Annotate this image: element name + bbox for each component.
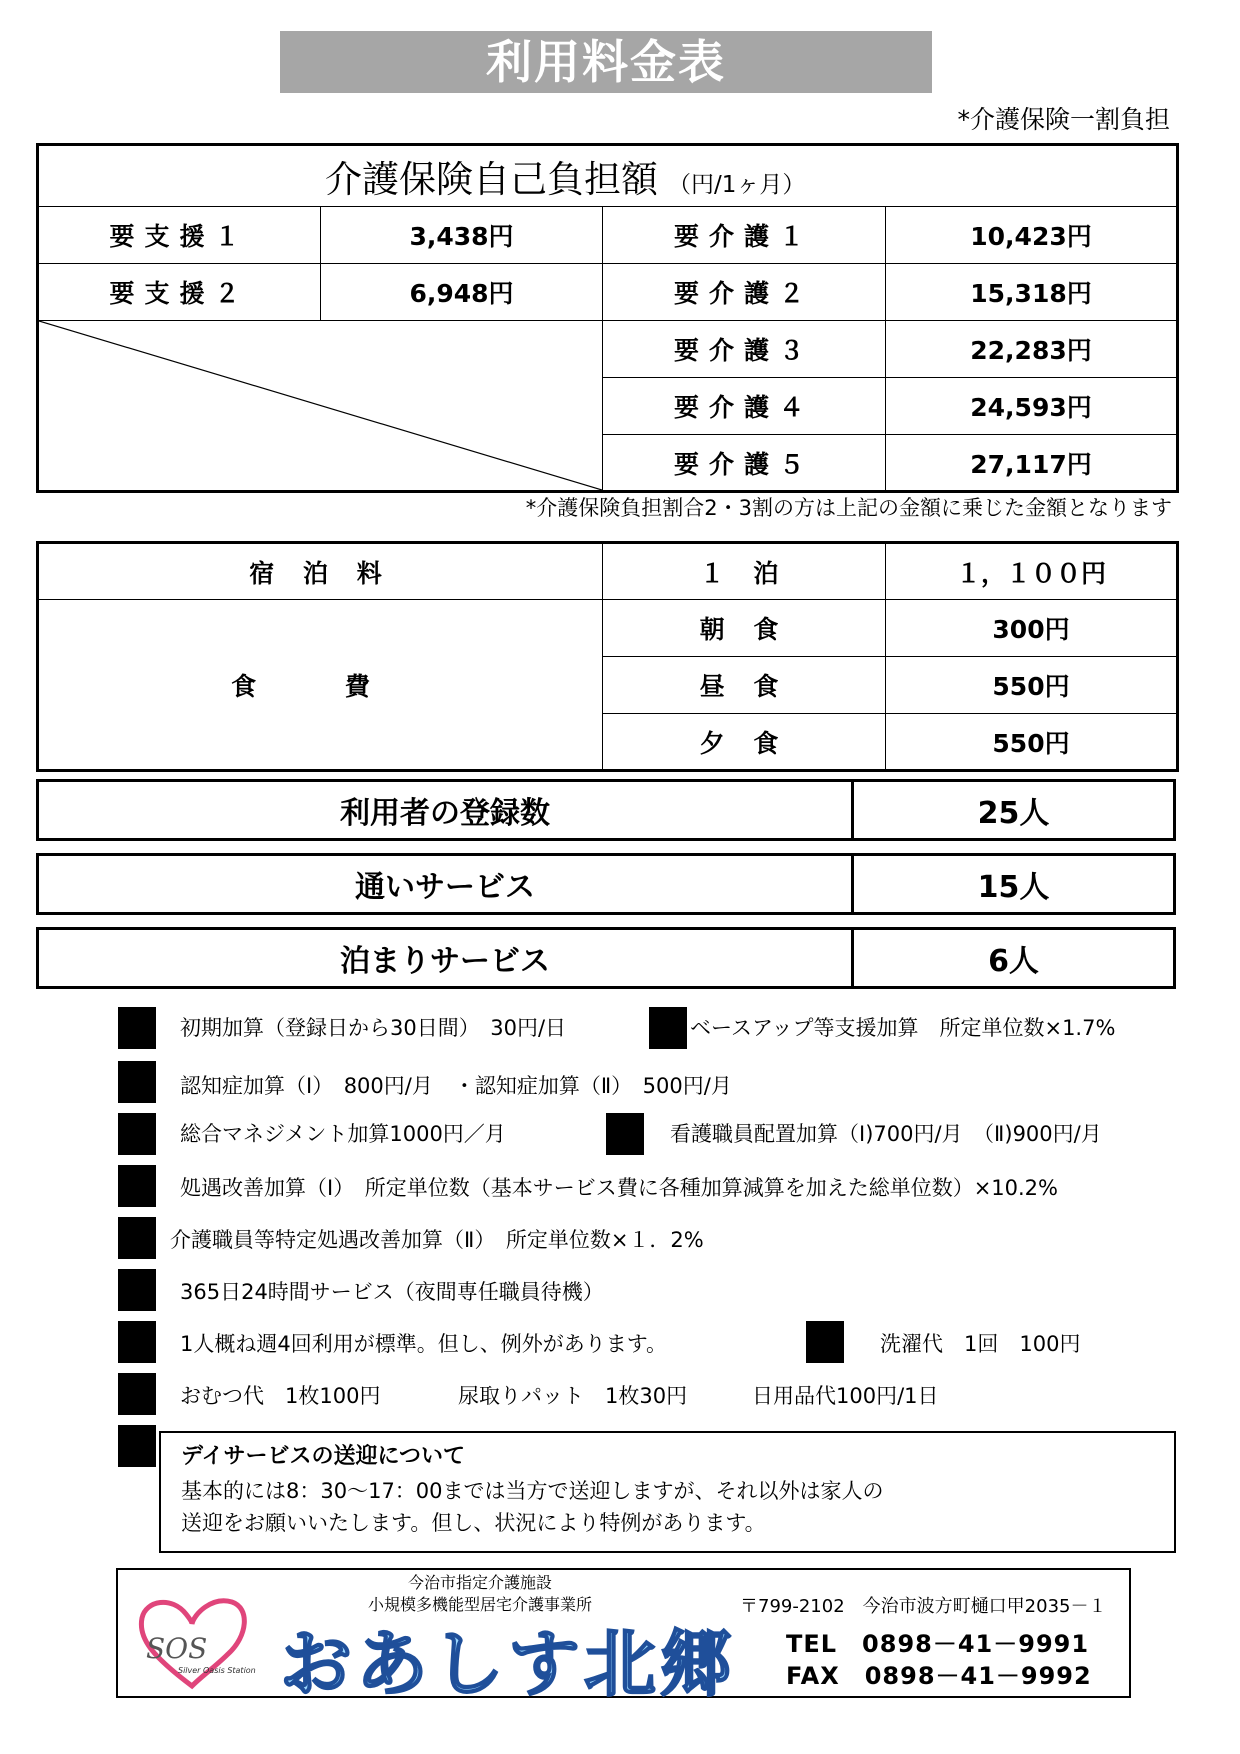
nurse-addition-text: 看護職員配置加算（Ⅰ)700円/月 （Ⅱ)900円/月 — [670, 1122, 1102, 1146]
day-service-value: 15人 — [977, 870, 1050, 905]
transport-line-2: 送迎をお願いいたします。但し、状況により特例があります。 — [181, 1511, 766, 1535]
transport-line-1: 基本的には8：30～17：00までは当方で送迎しますが、それ以外は家人の — [181, 1479, 884, 1503]
dinner-price: 550円 — [886, 714, 1178, 771]
logo-text: SOS — [146, 1632, 208, 1665]
weekly-usage-text: 1人概ね週4回利用が標準。但し、例外があります。 — [180, 1332, 668, 1356]
diaper-fee-text: おむつ代 1枚100円 — [180, 1384, 381, 1408]
care-level-3-label: 要介護３ — [603, 321, 886, 378]
care-level-2-value: 15,318円 — [886, 264, 1178, 321]
bullet-square — [118, 1321, 156, 1363]
facility-address: 〒799-2102 今治市波方町樋口甲2035－１ — [740, 1596, 1107, 1617]
facility-business-type: 小規模多機能型居宅介護事業所 — [368, 1595, 593, 1614]
care-level-5-label: 要介護５ — [603, 435, 886, 492]
pad-fee-text: 尿取りパット 1枚30円 — [458, 1384, 688, 1408]
facility-designation: 今治市指定介護施設 — [408, 1573, 553, 1592]
care-table-unit: （円/1ヶ月） — [668, 172, 806, 198]
overnight-service-label: 泊まりサービス — [39, 930, 854, 986]
diagonal-empty-cell — [38, 321, 603, 492]
lodging-price: １，１００円 — [886, 543, 1178, 600]
care-level-1-label: 要介護１ — [603, 207, 886, 264]
management-addition-text: 総合マネジメント加算1000円／月 — [180, 1122, 506, 1146]
facility-tel: TEL 0898－41－9991 — [786, 1630, 1090, 1658]
allday-service-text: 365日24時間サービス（夜間専任職員待機） — [180, 1280, 604, 1304]
support-level-1-label: 要支援１ — [38, 207, 321, 264]
care-level-1-value: 10,423円 — [886, 207, 1178, 264]
bullet-square — [118, 1269, 156, 1311]
lodging-unit: １ 泊 — [603, 543, 886, 600]
care-level-4-value: 24,593円 — [886, 378, 1178, 435]
care-table-title: 介護保険自己負担額 — [325, 158, 658, 201]
facility-name: おあしす北郷 — [280, 1625, 737, 1705]
bullet-square — [606, 1113, 644, 1155]
care-level-2-label: 要介護２ — [603, 264, 886, 321]
lunch-label: 昼 食 — [603, 657, 886, 714]
stay-meal-table — [36, 541, 1179, 772]
day-service-label: 通いサービス — [39, 856, 854, 912]
overnight-service-value: 6人 — [988, 944, 1039, 979]
registered-users-label: 利用者の登録数 — [39, 782, 854, 838]
registered-users-box — [36, 779, 1176, 841]
support-level-2-value: 6,948円 — [321, 264, 603, 321]
lodging-label: 宿 泊 料 — [38, 543, 603, 600]
care-level-3-value: 22,283円 — [886, 321, 1178, 378]
dinner-label: 夕 食 — [603, 714, 886, 771]
care-level-5-value: 27,117円 — [886, 435, 1178, 492]
care-level-4-label: 要介護４ — [603, 378, 886, 435]
bullet-square — [806, 1321, 844, 1363]
bullet-square — [118, 1113, 156, 1155]
facility-logo — [132, 1594, 256, 1694]
bullet-square — [118, 1165, 156, 1207]
bullet-square — [118, 1007, 156, 1049]
ratio-note: *介護保険負担割合2・3割の方は上記の金額に乗じた金額となります — [525, 496, 1172, 520]
support-level-2-label: 要支援２ — [38, 264, 321, 321]
transport-body — [181, 1475, 884, 1539]
overnight-service-box — [36, 927, 1176, 989]
facility-fax: FAX 0898－41－9992 — [786, 1662, 1092, 1690]
dementia-addition-text: 認知症加算（Ⅰ） 800円/月 ・認知症加算（Ⅱ） 500円/月 — [180, 1074, 732, 1098]
day-service-box — [36, 853, 1176, 915]
meal-label: 食 費 — [38, 600, 603, 771]
bullet-square — [649, 1007, 687, 1049]
initial-addition-text: 初期加算（登録日から30日間） 30円/日 — [180, 1016, 567, 1040]
registered-users-value: 25人 — [977, 796, 1050, 831]
care-table-header — [38, 145, 1178, 207]
support-level-1-value: 3,438円 — [321, 207, 603, 264]
logo-tagline: Silver Oasis Station — [178, 1666, 256, 1675]
page-title: 利用料金表 — [280, 31, 932, 93]
treatment-improvement-text: 処遇改善加算（Ⅰ） 所定単位数（基本サービス費に各種加算減算を加えた総単位数）×10.2% — [180, 1176, 1058, 1200]
facility-footer — [116, 1568, 1131, 1705]
transport-info-box — [159, 1431, 1176, 1553]
transport-heading: デイサービスの送迎について — [181, 1444, 466, 1469]
care-fee-table — [36, 143, 1179, 493]
daily-goods-fee-text: 日用品代100円/1日 — [752, 1384, 939, 1408]
baseup-addition-text: ベースアップ等支援加算 所定単位数×1.7% — [690, 1016, 1116, 1040]
burden-note: *介護保険一割負担 — [957, 105, 1170, 134]
bullet-square — [118, 1373, 156, 1415]
breakfast-label: 朝 食 — [603, 600, 886, 657]
lunch-price: 550円 — [886, 657, 1178, 714]
bullet-square — [118, 1217, 156, 1259]
bullet-square — [118, 1425, 156, 1467]
specific-treatment-text: 介護職員等特定処遇改善加算（Ⅱ） 所定単位数×１．2% — [170, 1228, 704, 1252]
breakfast-price: 300円 — [886, 600, 1178, 657]
laundry-fee-text: 洗濯代 1回 100円 — [880, 1332, 1081, 1356]
diagonal-line — [39, 321, 602, 490]
bullet-square — [118, 1061, 156, 1103]
